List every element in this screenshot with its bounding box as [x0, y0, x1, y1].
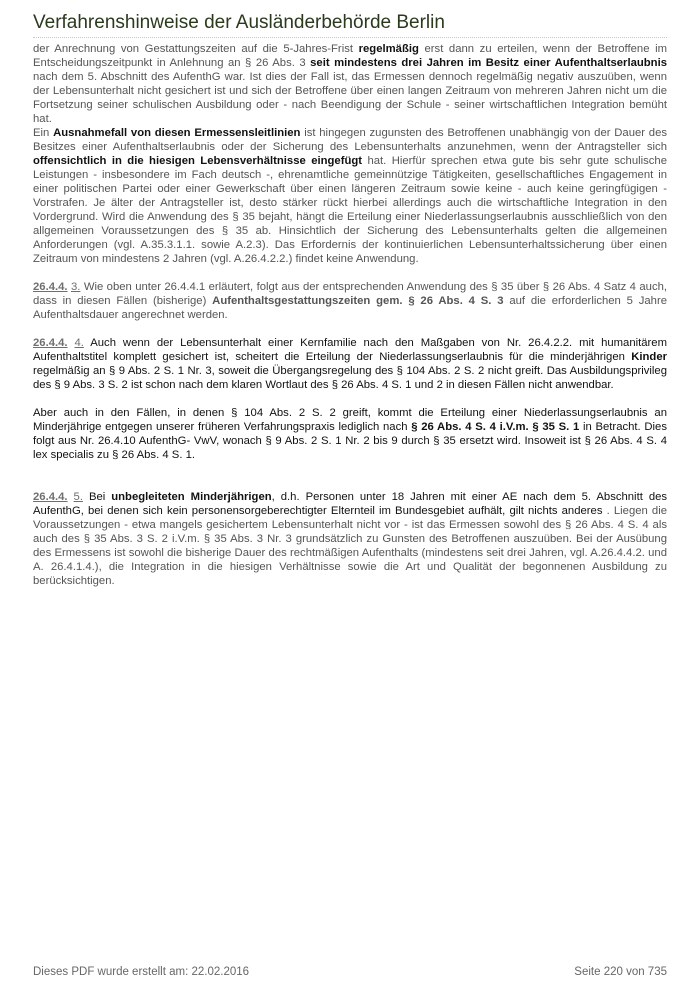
bold-text: unbegleiteten Minderjährigen	[111, 491, 272, 503]
bold-text: offensichtlich in die hiesigen Lebensverhältnisse eingefügt	[33, 155, 363, 167]
text: hat. Hierfür sprechen etwa gute bis sehr gute schulische Leistungen - insbesondere im Fach deutsch -, ehrenamtliche gemeinnützige Tätigkeiten, gesellschaftliches Engagement in einer politischen Partei oder einer Gewerkschaft über einen längeren Zeitraum sowie keine - auch keine geringfügigen - Vorstrafen. Je älter der Antragsteller ist, desto stärker rückt hierbei allerdings auch die wirtschaftliche Integration in den Vordergrund. Wird die Anwendung des § 35 bejaht, hängt die Erteilung einer Niederlassungserlaubnis ausschließlich von den allgemeinen Voraussetzungen des § 35 ab. Hinsichtlich der Sicherung des Lebensunterhalts gelten die allgemeinen Anforderungen (vgl. A.35.3.1.1. sowie A.2.3). Das Erfordernis der kontinuierlichen Lebensunterhaltssicherung über einen Zeitraum von mindestens 2 Jahren (vgl. A.26.4.2.2.) findet keine Anwendung.	[33, 155, 667, 265]
bold-text: Aufenthaltsgestattungszeiten gem. § 26 Abs. 4 S. 3	[212, 295, 504, 307]
section-number-link[interactable]: 26.4.4.	[33, 281, 68, 293]
section-number-link[interactable]: 26.4.4.	[33, 337, 68, 349]
text: in Betracht. Dies folgt aus Nr. 26.4.10 AufenthG- VwV, wonach § 9 Abs. 2 S. 1 Nr. 2 bis 9 durch § 35 ersetzt wird. Insoweit ist § 26 Abs. 4 S. 4 lex specialis zu § 26 Abs. 4 S. 1.	[33, 421, 667, 461]
bold-text: § 26 Abs. 4 S. 4 i.V.m. § 35 S. 1	[411, 421, 580, 433]
text: regelmäßig an § 9 Abs. 2 S. 1 Nr. 3, soweit die Übergangsregelung des § 104 Abs. 2 S. 2 nicht greift. Das Ausbildungsprivileg des § 9 Abs. 3 S. 2 ist schon nach dem klaren Wortlaut des § 26 Abs. 4 S. 1 und 2 in diesen Fällen nicht anwendbar.	[33, 365, 667, 391]
subsection-number-link[interactable]: 5.	[73, 491, 83, 503]
subsection-number-link[interactable]: 3.	[70, 281, 81, 293]
text: Aber auch in den Fällen, in denen § 104 Abs. 2 S. 2 greift, kommt die Erteilung einer Niederlassungserlaubnis an Minderjährige entgegen unserer früheren Verfahrungspraxis lediglich nach	[33, 407, 667, 433]
footer-page-number: Seite 220 von 735	[574, 966, 667, 978]
paragraph-ausnahmefall	[33, 126, 667, 266]
text: Wie oben unter 26.4.4.1 erläutert, folgt aus der entsprechenden Anwendung des § 35 über § 26 Abs. 4 Satz 4 auch, dass in diesen Fällen (bisherige)	[33, 281, 668, 307]
text: der Anrechnung von Gestattungszeiten auf die 5-Jahres-Frist	[33, 43, 359, 55]
bold-text: regelmäßig	[358, 43, 419, 55]
section-26-4-4-5	[33, 490, 667, 588]
text: auf die erforderlichen 5 Jahre Aufenthaltsdauer angerechnet werden.	[33, 295, 668, 321]
bold-text: Kinder	[631, 351, 667, 363]
spacer	[33, 392, 667, 406]
section-26-4-4-4	[33, 336, 667, 392]
spacer	[33, 462, 667, 490]
text: , d.h. Personen unter 18 Jahren mit einer AE nach dem 5. Abschnitt des AufenthG, bei denen sich kein personensorgeberechtigter Elternteil im Bundesgebiet aufhält, gilt nichts anderes	[33, 491, 668, 517]
text: ist hingegen zugunsten des Betroffenen unabhängig von der Dauer des Besitzes einer Aufenthaltserlaubnis oder der Sicherung des Lebensunterhalts anzunehmen, wenn der Antragsteller sich	[33, 127, 667, 153]
subsection-number-link[interactable]: 4.	[74, 337, 84, 349]
text: nach dem 5. Abschnitt des AufenthG war. Ist dies der Fall ist, das Ermessen dennoch regelmäßig negativ auszuüben, wenn der Lebensunterhalt nicht gesichert ist und sich der Betroffene über einen langen Zeitraum von mehreren Jahren nicht um die Fortsetzung seiner schulischen Ausbildung oder - nach Beendigung der Schule - seiner wirtschaftlichen Integration bemüht hat.	[33, 71, 667, 125]
header-divider	[33, 37, 667, 38]
text: Bei	[82, 491, 112, 503]
paragraph-ermessen-continued	[33, 42, 667, 126]
page-header-title: Verfahrenshinweise der Ausländerbehörde Berlin	[33, 12, 445, 33]
bold-text: Ausnahmefall von diesen Ermessensleitlinien	[53, 127, 301, 139]
spacer	[33, 266, 667, 280]
section-26-4-4-3	[33, 280, 667, 322]
bold-text: seit mindestens drei Jahren im Besitz einer Aufenthaltserlaubnis	[310, 57, 667, 69]
footer-created-date: Dieses PDF wurde erstellt am: 22.02.2016	[33, 966, 250, 978]
text: Ein	[33, 127, 54, 139]
section-number-link[interactable]: 26.4.4.	[33, 491, 68, 503]
spacer	[33, 322, 667, 336]
text: . Liegen die Voraussetzungen - etwa mangels gesichertem Lebensunterhalt nicht vor - ist das Ermessen sowohl des § 26 Abs. 4 S. 4 als auch des § 35 Abs. 3 S. 2 i.V.m. § 35 Abs. 3 Nr. 3 grundsätzlich zu Gunsten des Betroffenen auszuüben. Bei der Ausübung des Ermessens ist sowohl die bisherige Dauer des rechtmäßigen Aufenthalts (mindestens seit drei Jahren, vgl. A.26.4.4.2. und A. 26.4.1.4.), die Integration in die hiesigen Verhältnisse sowie die Art und Qualität der begonnenen Ausbildung zu berücksichtigen.	[33, 505, 667, 587]
document-body	[33, 42, 667, 588]
text: erst dann zu erteilen, wenn der Betroffene im Entscheidungszeitpunkt in Anlehnung an § 26 Abs. 3	[33, 43, 668, 69]
text: Auch wenn der Lebensunterhalt einer Kernfamilie nach den Maßgaben von Nr. 26.4.2.2. mit humanitärem Aufenthaltstitel komplett gesichert ist, scheitert die Erteilung der Niederlassungserlaubnis für die minderjährigen	[33, 337, 668, 363]
paragraph-104-abs-2	[33, 406, 667, 462]
